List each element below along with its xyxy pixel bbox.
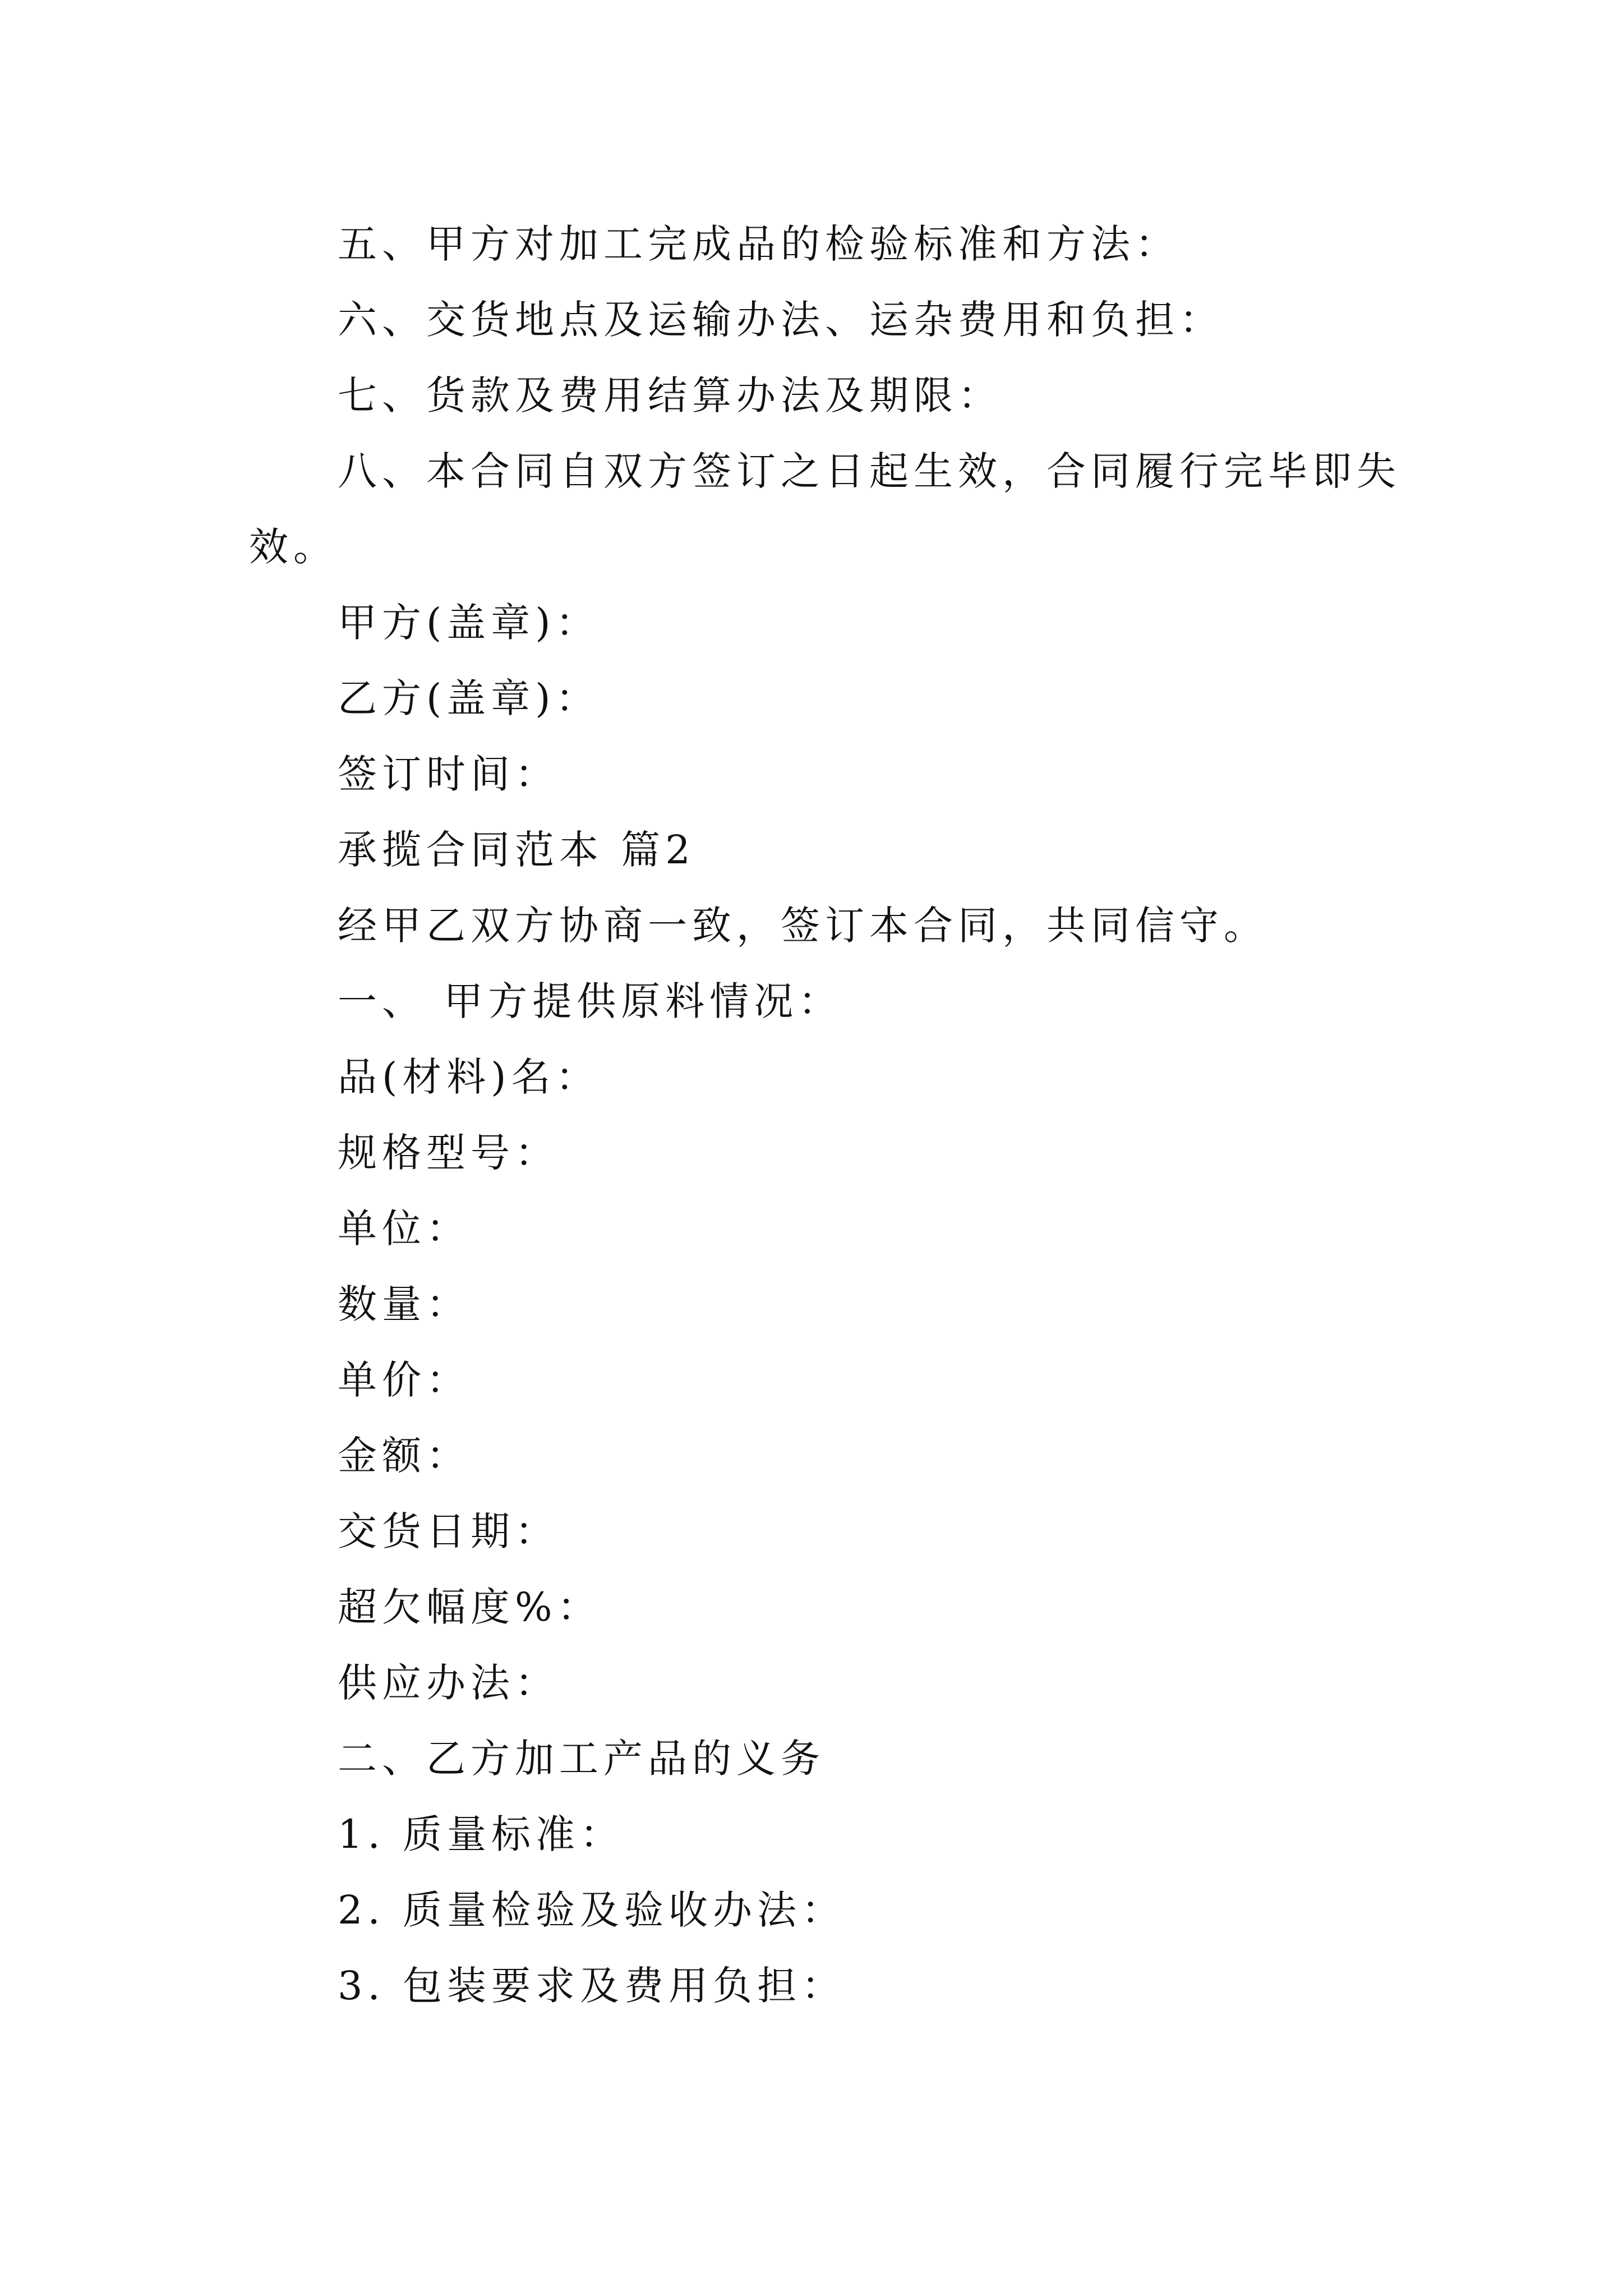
item-quality-standard: 1. 质量标准： xyxy=(338,1811,625,1857)
field-unit: 单位： xyxy=(338,1205,471,1251)
field-amount: 金额： xyxy=(338,1433,471,1479)
party-a-seal: 甲方(盖章)： xyxy=(338,600,600,646)
clause-eight: 八、本合同自双方签订之日起生效，合同履行完毕即失 xyxy=(338,448,1401,494)
clause-seven: 七、货款及费用结算办法及期限： xyxy=(338,372,1002,418)
clause-five: 五、甲方对加工完成品的检验标准和方法： xyxy=(338,221,1179,267)
field-tolerance: 超欠幅度%： xyxy=(338,1584,602,1630)
field-delivery-date: 交货日期： xyxy=(338,1508,559,1554)
preamble: 经甲乙双方协商一致，签订本合同，共同信守。 xyxy=(338,903,1268,949)
clause-two: 二、乙方加工产品的义务 xyxy=(338,1736,825,1782)
clause-eight-cont: 效。 xyxy=(249,524,338,570)
signing-date: 签订时间： xyxy=(338,751,559,797)
item-packaging: 3. 包装要求及费用负担： xyxy=(338,1963,846,2009)
section-title: 承揽合同范本 篇2 xyxy=(338,827,695,873)
clause-one: 一、 甲方提供原料情况： xyxy=(338,978,843,1024)
clause-six: 六、交货地点及运输办法、运杂费用和负担： xyxy=(338,297,1224,343)
item-quality-inspection: 2. 质量检验及验收办法： xyxy=(338,1887,846,1933)
field-quantity: 数量： xyxy=(338,1281,471,1327)
field-material-name: 品(材料)名： xyxy=(338,1054,600,1100)
party-b-seal: 乙方(盖章)： xyxy=(338,675,600,721)
field-supply-method: 供应办法： xyxy=(338,1660,559,1706)
field-unit-price: 单价： xyxy=(338,1357,471,1403)
field-spec-model: 规格型号： xyxy=(338,1130,559,1176)
